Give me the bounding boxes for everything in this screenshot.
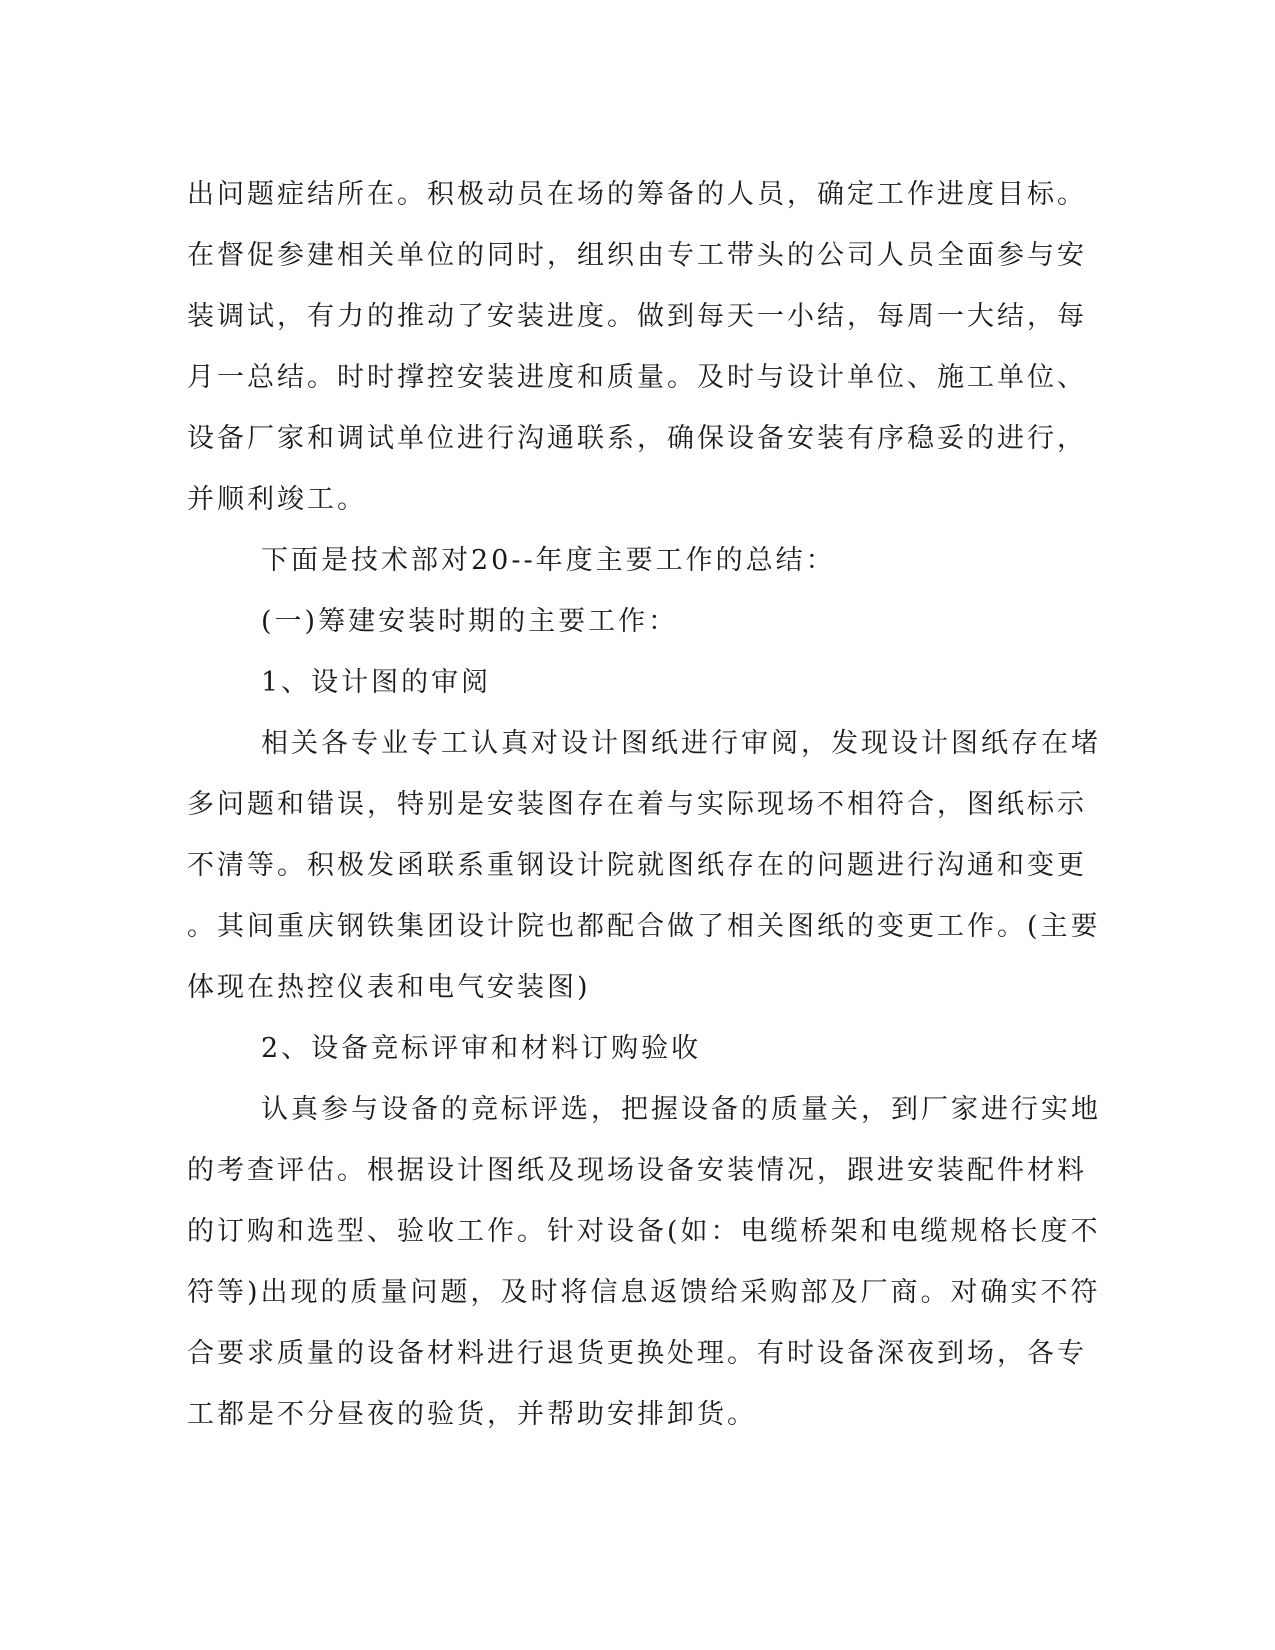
text-line: 不清等。积极发函联系重钢设计院就图纸存在的问题进行沟通和变更 <box>187 850 1087 881</box>
text-line: 并顺利竣工。 <box>187 484 367 515</box>
text-line: 。其间重庆钢铁集团设计院也都配合做了相关图纸的变更工作。(主要 <box>187 911 1101 942</box>
text-line: 1、设计图的审阅 <box>261 667 492 698</box>
text-line: (一)筹建安装时期的主要工作： <box>261 606 679 637</box>
text-line: 体现在热控仪表和电气安装图) <box>187 972 591 1003</box>
text-line: 工都是不分昼夜的验货，并帮助安排卸货。 <box>187 1399 757 1430</box>
text-line: 月一总结。时时撑控安装进度和质量。及时与设计单位、施工单位、 <box>187 362 1087 393</box>
text-line: 出问题症结所在。积极动员在场的筹备的人员，确定工作进度目标。 <box>187 179 1087 210</box>
text-line: 下面是技术部对20--年度主要工作的总结： <box>261 545 836 576</box>
text-line: 合要求质量的设备材料进行退货更换处理。有时设备深夜到场，各专 <box>187 1338 1087 1369</box>
text-line: 符等)出现的质量问题，及时将信息返馈给采购部及厂商。对确实不符 <box>187 1277 1101 1308</box>
text-line: 认真参与设备的竞标评选，把握设备的质量关，到厂家进行实地 <box>261 1094 1101 1125</box>
text-line: 2、设备竞标评审和材料订购验收 <box>261 1033 702 1064</box>
document-body <box>187 164 1101 1445</box>
text-line: 多问题和错误，特别是安装图存在着与实际现场不相符合，图纸标示 <box>187 789 1087 820</box>
text-line: 在督促参建相关单位的同时，组织由专工带头的公司人员全面参与安 <box>187 240 1087 271</box>
text-line: 相关各专业专工认真对设计图纸进行审阅，发现设计图纸存在堵 <box>261 728 1101 759</box>
text-line: 设备厂家和调试单位进行沟通联系，确保设备安装有序稳妥的进行， <box>187 423 1087 454</box>
text-line: 装调试，有力的推动了安装进度。做到每天一小结，每周一大结，每 <box>187 301 1087 332</box>
text-line: 的订购和选型、验收工作。针对设备(如：电缆桥架和电缆规格长度不 <box>187 1216 1101 1247</box>
text-line: 的考查评估。根据设计图纸及现场设备安装情况，跟进安装配件材料 <box>187 1155 1087 1186</box>
